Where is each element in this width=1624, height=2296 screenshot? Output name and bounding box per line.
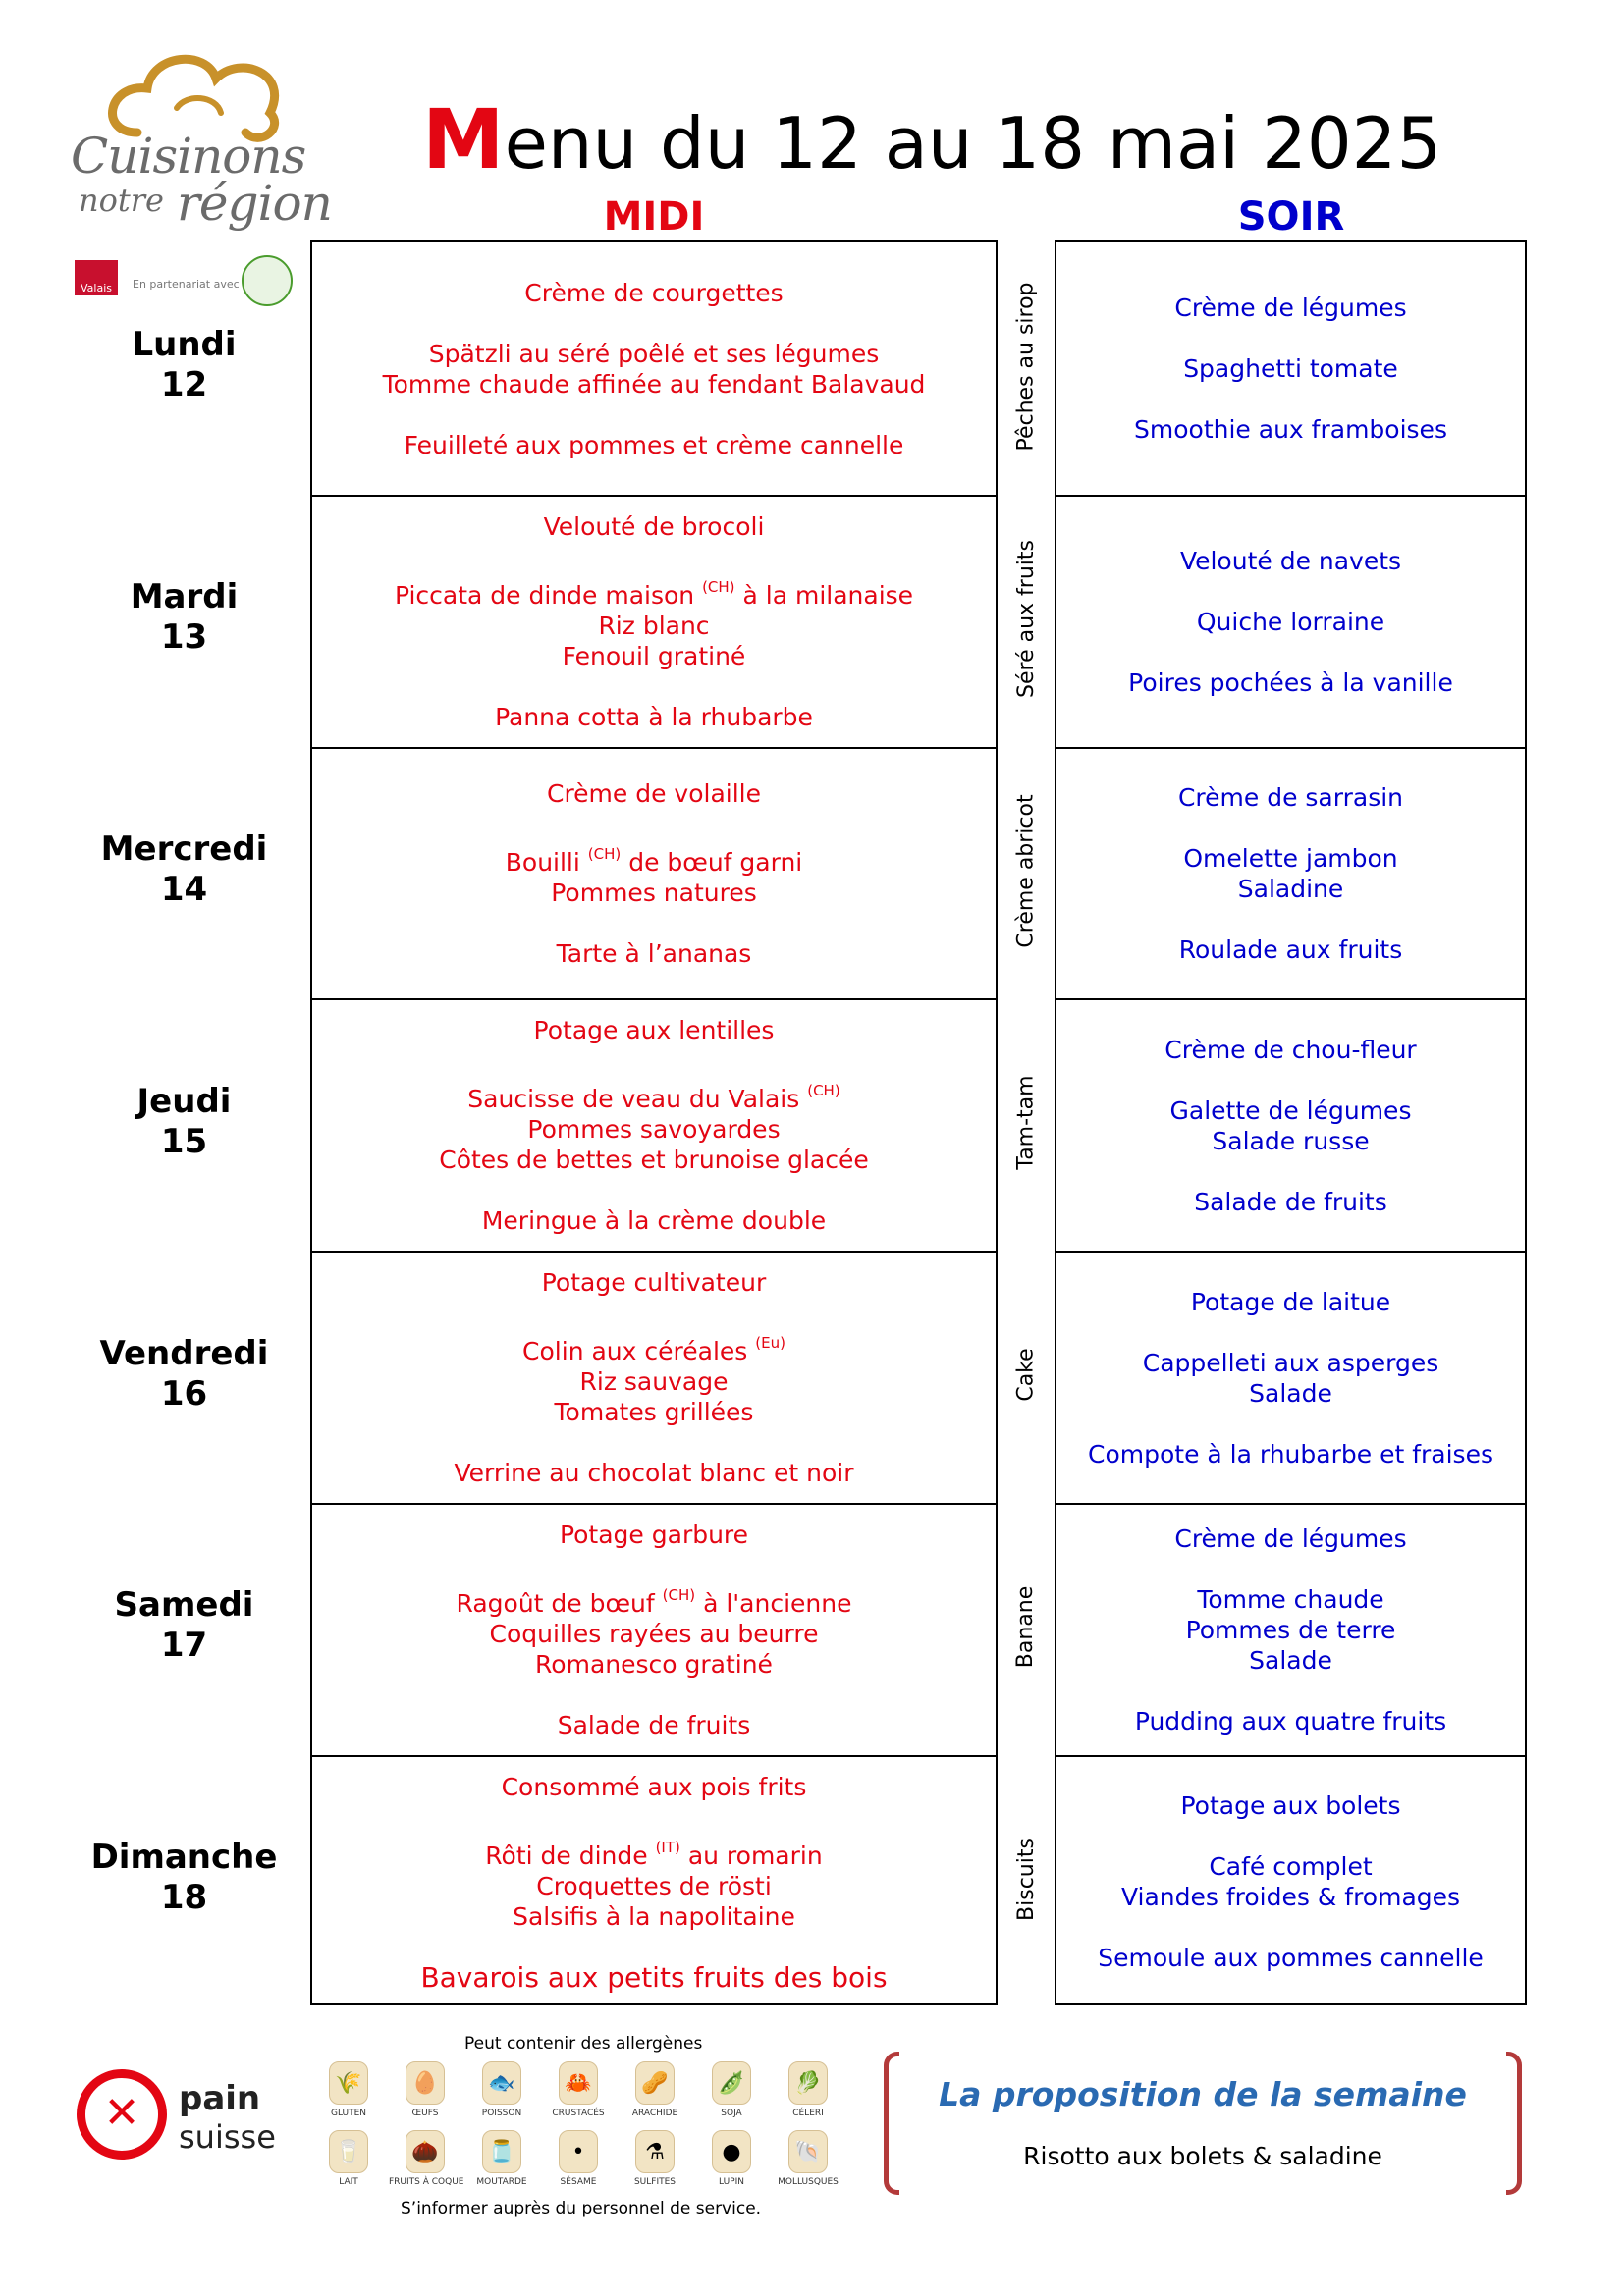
allergens-title: Peut contenir des allergènes <box>464 2034 703 2054</box>
midi-dish: Velouté de brocoli <box>543 511 765 541</box>
midi-dish <box>485 1833 822 1871</box>
soir-dish: Omelette jambon <box>1183 844 1398 874</box>
midi-dish: Verrine au chocolat blanc et noir <box>454 1459 854 1488</box>
soir-dish: Crème de légumes <box>1174 1524 1407 1553</box>
soir-dish: Roulade aux fruits <box>1178 935 1403 965</box>
day-name: Dimanche <box>90 1838 278 1878</box>
origin-note: (IT) <box>655 1838 680 1856</box>
midi-dish: Feuilleté aux pommes et crème cannelle <box>404 430 904 459</box>
gouter-text: Banane <box>1013 1585 1039 1669</box>
day-name: Samedi <box>114 1585 254 1626</box>
allergen-item <box>772 2061 844 2118</box>
right-brace <box>1506 2052 1522 2195</box>
midi-dish: Bavarois aux petits fruits des bois <box>420 1960 888 1994</box>
lupin-icon: ● <box>712 2130 751 2173</box>
midi-dish: Crème de volaille <box>546 779 762 809</box>
midi-header: MIDI <box>603 194 705 240</box>
milk-icon: 🥛 <box>329 2130 368 2173</box>
midi-dish: Spätzli au séré poêlé et ses légumes <box>428 339 880 368</box>
soir-dish: Semoule aux pommes cannelle <box>1098 1944 1484 1973</box>
midi-row <box>312 495 996 747</box>
allergen-item <box>465 2130 538 2187</box>
gouter-label <box>998 1249 1055 1501</box>
celery-icon: 🥬 <box>788 2061 828 2105</box>
midi-dish <box>522 1328 785 1366</box>
soir-dish: Pommes de terre <box>1185 1616 1396 1644</box>
midi-row <box>312 998 996 1251</box>
allergen-label: GLUTEN <box>330 2109 367 2118</box>
midi-dish <box>395 572 913 611</box>
day-name: Mercredi <box>100 829 268 869</box>
dish-name: Ragoût de bœuf <box>456 1589 663 1618</box>
midi-dish: Salade de fruits <box>557 1711 751 1739</box>
proposal-text: Risotto aux bolets & saladine <box>1023 2142 1382 2170</box>
midi-dish: Pommes natures <box>551 879 757 908</box>
midi-row <box>312 1251 996 1503</box>
origin-note: (CH) <box>807 1082 840 1100</box>
day-number: 17 <box>160 1626 208 1666</box>
allergen-item <box>695 2130 768 2187</box>
dish-name: Colin aux céréales <box>522 1337 756 1366</box>
midi-dish: Croquettes de rösti <box>536 1871 772 1900</box>
soir-dish: Crème de sarrasin <box>1177 783 1404 813</box>
soir-dish: Smoothie aux framboises <box>1134 415 1447 444</box>
partner-badge-icon <box>242 255 293 306</box>
soir-dish: Viandes froides & fromages <box>1120 1883 1461 1912</box>
gouter-label <box>998 1753 1055 2005</box>
soir-dish: Spaghetti tomate <box>1183 354 1398 383</box>
day-name: Mardi <box>130 577 239 617</box>
soir-dish: Salade <box>1249 1378 1332 1408</box>
day-label <box>59 1082 309 1162</box>
gouter-label <box>998 996 1055 1249</box>
gouter-text: Cake <box>1013 1348 1039 1402</box>
soir-dish: Salade russe <box>1212 1126 1370 1155</box>
midi-row <box>312 242 996 495</box>
allergen-label: SULFITES <box>633 2177 677 2187</box>
allergen-label: MOLLUSQUES <box>778 2177 839 2187</box>
allergen-label: SOJA <box>721 2109 742 2118</box>
proposal-box <box>884 2052 1522 2199</box>
soir-dish: Salade de fruits <box>1194 1187 1387 1216</box>
allergen-label: CÉLERI <box>792 2109 824 2118</box>
midi-dish: Consommé aux pois frits <box>501 1772 807 1801</box>
midi-dish: Potage garbure <box>559 1521 749 1549</box>
day-number: 18 <box>160 1878 208 1918</box>
fish-icon: 🐟 <box>482 2061 521 2105</box>
midi-dish: Tarte à l’ananas <box>556 939 752 969</box>
logo-line2: notre <box>79 182 164 219</box>
pain-suisse-cross-icon: ✕ <box>103 2088 140 2138</box>
day-label <box>59 325 309 405</box>
day-name: Jeudi <box>136 1081 232 1121</box>
midi-row <box>312 1503 996 1755</box>
origin-note: (CH) <box>662 1586 696 1604</box>
gouter-text: Biscuits <box>1013 1837 1039 1921</box>
allergens-panel <box>312 2034 862 2230</box>
soy-icon: 🫛 <box>712 2061 751 2105</box>
soir-dish: Quiche lorraine <box>1196 607 1385 636</box>
flask-icon: ⚗ <box>635 2130 675 2173</box>
allergen-label: ARACHIDE <box>631 2109 678 2118</box>
soir-dish: Tomme chaude <box>1197 1585 1384 1614</box>
midi-row <box>312 1755 996 2007</box>
soir-dish: Potage aux bolets <box>1180 1791 1401 1821</box>
allergen-item <box>695 2061 768 2118</box>
soir-dish: Café complet <box>1209 1852 1373 1882</box>
midi-dish: Potage cultivateur <box>541 1268 767 1298</box>
valais-logo: Valais <box>75 260 118 295</box>
midi-table <box>310 240 998 2005</box>
midi-dish: Coquilles rayées au beurre <box>489 1620 819 1648</box>
soir-dish: Galette de légumes <box>1169 1095 1412 1125</box>
day-number: 12 <box>160 365 208 405</box>
midi-dish: Tomates grillées <box>554 1398 754 1427</box>
gouter-label <box>998 1501 1055 1753</box>
allergen-item <box>772 2130 844 2187</box>
left-brace <box>884 2052 899 2195</box>
soir-dish: Salade <box>1249 1646 1332 1675</box>
wheat-icon: 🌾 <box>329 2061 368 2105</box>
allergen-item <box>312 2130 385 2187</box>
mustard-icon: 🫙 <box>482 2130 521 2173</box>
day-number: 14 <box>160 870 208 909</box>
allergen-label: ŒUFS <box>411 2109 439 2118</box>
midi-dish: Meringue à la crème double <box>481 1206 827 1236</box>
gouter-text: Tam-tam <box>1013 1075 1039 1170</box>
allergen-label: LUPIN <box>719 2177 744 2187</box>
midi-dish: Pommes savoyardes <box>527 1115 781 1145</box>
origin-note: (CH) <box>702 577 735 596</box>
allergen-item <box>389 2130 464 2187</box>
egg-icon: 🥚 <box>406 2061 445 2105</box>
soir-dish: Compote à la rhubarbe et fraises <box>1088 1439 1493 1468</box>
origin-note: (CH) <box>587 845 622 864</box>
soir-dish: Crème de légumes <box>1174 294 1407 322</box>
peanut-icon: 🥜 <box>635 2061 675 2105</box>
soir-header: SOIR <box>1237 194 1345 240</box>
page-title: Menu du 12 au 18 mai 2025 <box>422 91 1442 187</box>
day-label <box>59 577 309 658</box>
gouter-label <box>998 240 1055 493</box>
day-label <box>59 829 309 910</box>
allergen-label: FRUITS À COQUE <box>389 2177 464 2187</box>
midi-dish: Potage aux lentilles <box>533 1016 775 1045</box>
logo-line1: Cuisinons <box>71 128 306 185</box>
allergen-label: MOUTARDE <box>476 2177 527 2187</box>
dish-name-suffix: de bœuf garni <box>621 848 803 878</box>
midi-dish: Salsifis à la napolitaine <box>513 1901 795 1931</box>
dish-name-suffix: à l'ancienne <box>695 1589 852 1618</box>
soir-row <box>1056 1503 1525 1755</box>
midi-dish: Crème de courgettes <box>524 278 784 307</box>
midi-dish: Côtes de bettes et brunoise glacée <box>439 1146 869 1175</box>
midi-dish: Panna cotta à la rhubarbe <box>495 702 813 731</box>
dish-name-suffix: au romarin <box>679 1841 823 1870</box>
allergen-item <box>619 2130 691 2187</box>
gouter-text: Pêches au sirop <box>1013 282 1039 452</box>
dish-name: Bouilli <box>505 848 588 878</box>
shell-icon: 🐚 <box>788 2130 828 2173</box>
day-name: Vendredi <box>99 1333 269 1373</box>
soir-row <box>1056 495 1525 747</box>
day-label <box>59 1334 309 1415</box>
proposal-title: La proposition de la semaine <box>939 2075 1467 2113</box>
midi-dish <box>457 1580 852 1619</box>
cuisinons-logo <box>59 34 332 319</box>
soir-row <box>1056 242 1525 495</box>
soir-row <box>1056 998 1525 1251</box>
midi-dish <box>506 839 803 878</box>
allergen-item <box>389 2061 461 2118</box>
soir-row <box>1056 747 1525 999</box>
day-label <box>59 1838 309 1918</box>
allergen-item <box>312 2061 385 2118</box>
soir-dish: Velouté de navets <box>1179 546 1402 575</box>
dish-name: Saucisse de veau du Valais <box>467 1085 808 1114</box>
crab-icon: 🦀 <box>559 2061 598 2105</box>
soir-dish: Cappelleti aux asperges <box>1142 1348 1439 1377</box>
gouter-text: Séré aux fruits <box>1013 539 1039 698</box>
allergen-label: POISSON <box>481 2109 522 2118</box>
gouter-label <box>998 493 1055 745</box>
allergen-label: LAIT <box>339 2177 358 2187</box>
day-number: 13 <box>160 617 208 658</box>
soir-dish: Pudding aux quatre fruits <box>1134 1707 1447 1735</box>
allergen-item <box>619 2061 691 2118</box>
day-name: Lundi <box>132 325 237 365</box>
midi-dish: Romanesco gratiné <box>535 1650 773 1679</box>
dish-name-suffix: à la milanaise <box>734 580 914 610</box>
gouter-label <box>998 745 1055 997</box>
dish-name: Rôti de dinde <box>485 1841 656 1870</box>
allergen-item <box>542 2130 615 2187</box>
pain-suisse-logo: ✕ pain suisse <box>77 2061 283 2169</box>
midi-row <box>312 747 996 999</box>
origin-note: (Eu) <box>755 1334 785 1353</box>
soir-table <box>1055 240 1527 2005</box>
midi-dish: Tomme chaude affinée au fendant Balavaud <box>382 369 926 399</box>
soir-row <box>1056 1251 1525 1503</box>
soir-dish: Crème de chou-fleur <box>1164 1035 1417 1064</box>
day-number: 16 <box>160 1373 208 1414</box>
soir-dish: Poires pochées à la vanille <box>1128 667 1453 697</box>
sesame-icon: • <box>559 2130 598 2173</box>
soir-dish: Potage de laitue <box>1190 1287 1391 1316</box>
midi-dish: Riz sauvage <box>579 1367 729 1397</box>
partner-label: En partenariat avec <box>133 278 240 291</box>
day-label <box>59 1585 309 1666</box>
day-number: 15 <box>160 1121 208 1161</box>
midi-dish <box>467 1076 839 1114</box>
allergen-label: SÉSAME <box>560 2177 597 2187</box>
logo-line3: région <box>177 175 332 232</box>
gouter-text: Crème abricot <box>1013 793 1039 948</box>
midi-dish: Riz blanc <box>598 611 710 640</box>
allergen-label: CRUSTACÉS <box>552 2109 605 2118</box>
soir-dish: Saladine <box>1237 875 1344 904</box>
midi-dish: Fenouil gratiné <box>562 641 746 670</box>
allergens-footer: S’informer auprès du personnel de service. <box>401 2199 762 2218</box>
nut-icon: 🌰 <box>406 2130 445 2173</box>
allergen-item <box>465 2061 538 2118</box>
dish-name: Piccata de dinde maison <box>394 580 703 610</box>
soir-row <box>1056 1755 1525 2007</box>
allergen-item <box>542 2061 615 2118</box>
